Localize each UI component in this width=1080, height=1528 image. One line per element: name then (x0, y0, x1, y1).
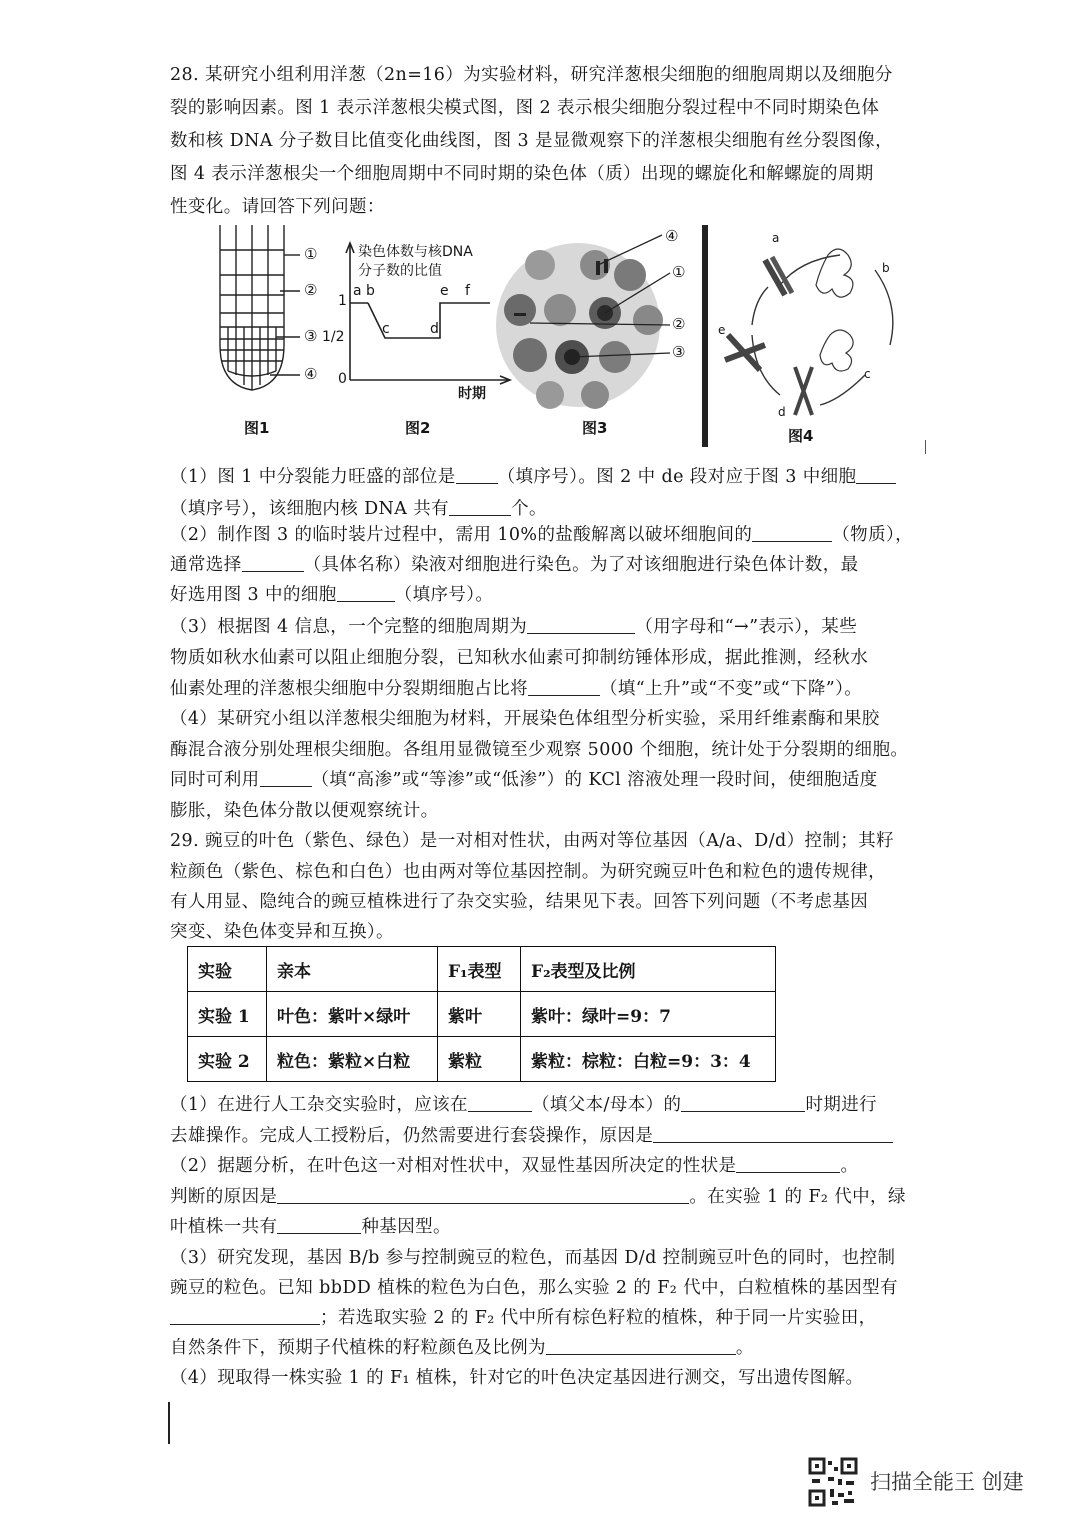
q29-intro-line-2: 粒颜色（紫色、棕色和白色）也由两对等位基因控制。为研究豌豆叶色和粒色的遗传规律， (170, 862, 886, 882)
q28-part4-line-3 (170, 765, 945, 796)
answer-blank[interactable] (456, 465, 498, 484)
q29-part1-line-2 (170, 1121, 945, 1152)
answer-blank[interactable] (527, 615, 635, 634)
q28-part4-text-d: （填“高渗”或“等渗”或“低渗”）的 KCl 溶液处理一段时间，使细胞适度 (311, 770, 878, 790)
q29-intro-line-3: 有人用显、隐纯合的豌豆植株进行了杂交实验，结果见下表。回答下列问题（不考虑基因 (170, 892, 869, 912)
q28-part3-line-2: 物质如秋水仙素可以阻止细胞分裂，已知秋水仙素可抑制纺锤体形成，据此推测，经秋水 (170, 648, 869, 668)
q29-part4-line-1: （4）现取得一株实验 1 的 F₁ 植株，针对它的叶色决定基因进行测交，写出遗传图解。 (170, 1368, 864, 1388)
q28-part4-line-1: （4）某研究小组以洋葱根尖细胞为材料，开展染色体组型分析实验，采用纤维素酶和果胶 (170, 709, 880, 729)
table-header-cell: F₂表型及比例 (521, 947, 776, 992)
q28-part1-text-a: （1）图 1 中分裂能力旺盛的部位是 (170, 467, 456, 487)
root-tip-diagram (220, 225, 300, 390)
q28-part2-text-c: 通常选择 (170, 555, 242, 575)
q29-part3-text-e: 。 (735, 1338, 754, 1358)
answer-blank[interactable] (468, 1093, 532, 1112)
q28-part3-text-e: （填“上升”或“不变”或“下降”）。 (600, 679, 863, 699)
fig2-ytick-half: 1/2 (322, 329, 345, 345)
answer-blank[interactable] (449, 497, 511, 516)
q29-part2-line-1 (170, 1151, 945, 1182)
q29-part2-line-3 (170, 1212, 945, 1243)
q28-part1-text-c: （填序号），该细胞内核 DNA 共有 (170, 499, 450, 519)
q28-part4-line-4: 膨胀，染色体分散以便观察统计。 (170, 801, 439, 821)
margin-mark (168, 1402, 170, 1444)
answer-blank[interactable] (653, 1124, 893, 1143)
answer-blank[interactable] (681, 1093, 805, 1112)
q29-part2-text-d: 。在实验 1 的 F₂ 代中，绿 (689, 1187, 906, 1207)
q28-part2-line-1 (170, 520, 945, 551)
q28-part3-text-a: （3）根据图 4 信息，一个完整的细胞周期为 (170, 617, 528, 637)
chromosome-cycle (725, 249, 893, 415)
q28-part4-text-c: 同时可利用 (170, 770, 260, 790)
q29-part3-text-c: ；若选取实验 2 的 F₂ 代中所有棕色籽粒的植株，种于同一片实验田， (320, 1308, 877, 1328)
q28-part3-text-b: （用字母和“→”表示），某些 (635, 617, 858, 637)
fig2-point-c: c (382, 321, 390, 337)
fig2-point-a: a (353, 283, 362, 299)
q29-part3-text-d: 自然条件下，预期子代植株的籽粒颜色及比例为 (170, 1338, 546, 1358)
answer-blank[interactable] (856, 465, 896, 484)
q28-part2-text-e: 好选用图 3 中的细胞 (170, 585, 337, 605)
fig2-ytick-1: 1 (338, 293, 347, 309)
q29-part2-text-c: 判断的原因是 (170, 1187, 278, 1207)
q29-part3-line-3 (170, 1303, 945, 1334)
answer-blank[interactable] (242, 553, 304, 572)
q29-part2-line-2 (170, 1182, 945, 1213)
answer-blank[interactable] (170, 1306, 320, 1325)
table-cell: 实验 2 (188, 1037, 267, 1082)
q29-part2-text-a: （2）据题分析，在叶色这一对相对性状中，双显性基因所决定的性状是 (170, 1156, 737, 1176)
answer-blank[interactable] (277, 1215, 361, 1234)
q28-part2-line-2 (170, 550, 945, 581)
table-cell: 粒色：紫粒×白粒 (267, 1037, 438, 1082)
q29-intro-line-1: 29. 豌豆的叶色（紫色、绿色）是一对相对性状，由两对等位基因（A/a、D/d）控制；其籽 (170, 831, 894, 851)
fig2-xlabel: 时期 (458, 386, 486, 402)
fig1-label-2: ② (304, 281, 318, 299)
fig2-ylabel-line-1: 染色体数与核DNA (358, 244, 473, 260)
q29-part1-text-c: 时期进行 (805, 1095, 878, 1115)
fig3-label-3: ③ (672, 343, 686, 361)
table-header-row (188, 947, 776, 992)
table-cell: 紫粒：棕粒：白粒=9：3：4 (521, 1037, 776, 1082)
q28-part1-text-b: （填序号）。图 2 中 de 段对应于图 3 中细胞 (497, 467, 857, 487)
fig2-ytick-0: 0 (338, 371, 347, 387)
q28-part4-line-2: 酶混合液分别处理根尖细胞。各组用显微镜至少观察 5000 个细胞，统计处于分裂期的细胞。 (170, 740, 909, 760)
q29-part3-line-2: 豌豆的粒色。已知 bbDD 植株的粒色为白色，那么实验 2 的 F₂ 代中，白粒植株的基因型有 (170, 1278, 898, 1298)
fig2-point-d: d (430, 321, 439, 337)
fig4-stage-e: e (718, 323, 726, 337)
table-row (188, 1037, 776, 1082)
answer-blank[interactable] (260, 768, 312, 787)
q28-part3-text-d: 仙素处理的洋葱根尖细胞中分裂期细胞占比将 (170, 679, 528, 699)
fig4-stage-b: b (882, 261, 890, 275)
q28-intro-line-1: 28. 某研究小组利用洋葱（2n=16）为实验材料，研究洋葱根尖细胞的细胞周期以及细胞分 (170, 65, 893, 85)
answer-blank[interactable] (528, 677, 600, 696)
table-row (188, 992, 776, 1037)
table-cell: 紫叶：绿叶=9：7 (521, 992, 776, 1037)
q28-part1-line-1 (170, 462, 945, 493)
table-cell: 紫叶 (438, 992, 521, 1037)
q28-part3-line-3 (170, 674, 945, 705)
figure-panel (200, 225, 940, 450)
fig3-caption: 图3 (582, 419, 608, 437)
q28-intro-line-2: 裂的影响因素。图 1 表示洋葱根尖模式图，图 2 表示根尖细胞分裂过程中不同时期染色体 (170, 98, 880, 118)
answer-blank[interactable] (337, 583, 395, 602)
q28-part3-line-1 (170, 612, 945, 643)
q28-part2-line-3 (170, 580, 945, 611)
fig4-stage-a: a (772, 231, 780, 245)
q29-part1-text-b: （填父本/母本）的 (531, 1095, 682, 1115)
q28-part2-text-b: （物质）， (832, 525, 914, 545)
scanner-watermark: 扫描全能王 创建 (870, 1470, 1024, 1494)
fig2-ylabel-line-2: 分子数的比值 (358, 263, 442, 279)
fig1-label-1: ① (304, 245, 318, 263)
table-cell: 实验 1 (188, 992, 267, 1037)
table-cell: 叶色：紫叶×绿叶 (267, 992, 438, 1037)
q28-intro-line-4: 图 4 表示洋葱根尖一个细胞周期中不同时期的染色体（质）出现的螺旋化和解螺旋的周期 (170, 164, 874, 184)
qr-code-icon (808, 1457, 858, 1507)
fig2-point-b: b (366, 283, 375, 299)
fig1-label-4: ④ (304, 365, 318, 383)
q29-part1-line-1 (170, 1090, 945, 1121)
fig1-label-3: ③ (304, 327, 318, 345)
answer-blank[interactable] (546, 1336, 736, 1355)
q29-part3-line-1: （3）研究发现，基因 B/b 参与控制豌豆的粒色，而基因 D/d 控制豌豆叶色的同时，也控制 (170, 1248, 896, 1268)
q28-part2-text-f: （填序号）。 (394, 585, 494, 605)
q28-part2-text-d: （具体名称）染液对细胞进行染色。为了对该细胞进行染色体计数，最 (303, 555, 859, 575)
fig1-caption: 图1 (244, 419, 270, 437)
q29-part3-line-4 (170, 1333, 945, 1364)
fig4-caption: 图4 (788, 427, 814, 445)
table-header-cell: 实验 (188, 947, 267, 992)
q29-part2-text-f: 种基因型。 (361, 1217, 451, 1237)
q29-part2-text-b: 。 (840, 1156, 859, 1176)
fig3-label-2: ② (672, 315, 686, 333)
q28-part1-text-d: 个。 (511, 499, 547, 519)
q29-part1-text-a: （1）在进行人工杂交实验时，应该在 (170, 1095, 468, 1115)
figure-divider (702, 225, 708, 447)
q29-part2-text-e: 叶植株一共有 (170, 1217, 278, 1237)
page-mark (925, 440, 926, 454)
q29-intro-line-4: 突变、染色体变异和互换）。 (170, 922, 394, 942)
table-header-cell: F₁表型 (438, 947, 521, 992)
fig3-label-1: ① (672, 263, 686, 281)
q28-intro-line-3: 数和核 DNA 分子数目比值变化曲线图，图 3 是显微观察下的洋葱根尖细胞有丝分裂图像， (170, 131, 893, 151)
fig2-point-e: e (440, 283, 449, 299)
micrograph (496, 243, 663, 409)
table-cell: 紫粒 (438, 1037, 521, 1082)
fig4-stage-d: d (778, 405, 786, 419)
fig2-caption: 图2 (405, 419, 431, 437)
q28-part2-text-a: （2）制作图 3 的临时装片过程中，需用 10%的盐酸解离以破坏细胞间的 (170, 525, 753, 545)
answer-blank[interactable] (752, 523, 832, 542)
results-table (187, 946, 776, 1082)
fig4-stage-c: c (864, 367, 871, 381)
fig2-point-f: f (465, 283, 470, 299)
answer-blank[interactable] (736, 1154, 840, 1173)
answer-blank[interactable] (277, 1185, 689, 1204)
table-header-cell: 亲本 (267, 947, 438, 992)
q28-intro-line-5: 性变化。请回答下列问题： (170, 197, 385, 217)
q29-part1-text-d: 去雄操作。完成人工授粉后，仍然需要进行套袋操作，原因是 (170, 1126, 654, 1146)
fig3-label-4: ④ (665, 227, 679, 245)
